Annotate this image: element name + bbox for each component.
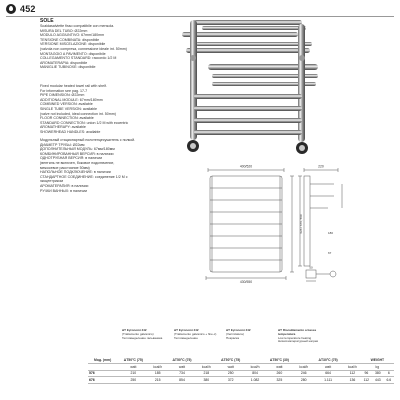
spec-en-line: Fixed modular heated towel rail with shelf.: [40, 84, 107, 88]
table-body: [88, 370, 394, 383]
table-header-cell: ΔT30°C (75): [312, 357, 344, 364]
spec-ru-line: ОДНОТРУБНАЯ ВЕРСИЯ: в наличии: [40, 156, 103, 161]
spec-ru-line: эксцентриком: [40, 179, 63, 184]
model-number: 452: [20, 4, 36, 14]
table-cell: 372: [215, 377, 247, 384]
spec-it-line: Scaldasalviette fisso compatibile con mensola.: [40, 24, 115, 28]
legend-item: [226, 329, 274, 340]
spec-en-line: PIPE DIMENSION: Ø22mm: [40, 93, 85, 98]
side-label-2: 67: [328, 251, 332, 255]
table-cell: 215: [149, 377, 166, 384]
table-subheader-cell: kcal/h: [247, 364, 264, 371]
spec-it-line: (valvola non compresa, connessione ideale int. 50mm): [40, 46, 127, 51]
front-width-top-label: 400/520: [239, 164, 253, 169]
spec-it-line: TENSIONE COMBINATA: disponibile: [40, 37, 100, 42]
spec-it-line: VERSIONE MISCELAZIONE: disponibile: [40, 42, 106, 47]
performance-legend: [92, 329, 392, 357]
legend-text: (Trattamento galvanico): [122, 331, 154, 336]
table-cell: 250: [215, 370, 247, 377]
table-cell: 112: [361, 377, 372, 384]
legend-item: [122, 329, 170, 340]
spec-ru-line: ДИАМЕТР ТРУБЫ: Ø22мм: [40, 142, 85, 147]
spec-ru-line: Модульный стационарный полотенцесушитель с полкой.: [40, 138, 136, 142]
table-cell: 576: [88, 370, 117, 377]
specs-italian: [40, 24, 160, 70]
spec-ru-line: ДОПОЛНИТЕЛЬНЫЙ МОДУЛЬ: 67мм/180мм: [40, 147, 115, 152]
dimension-drawing-front: [196, 162, 296, 284]
specs-english: [40, 84, 160, 135]
side-label-1: 180: [328, 231, 334, 235]
table-cell: 6: [384, 370, 394, 377]
table-subheader-cell: watt: [215, 364, 247, 371]
table-subheader-cell: kg: [361, 364, 394, 371]
spec-it-line: MONTAGGIO A PAVIMENTO: disponibile: [40, 51, 106, 56]
table-cell: 380: [372, 370, 384, 377]
legend-lead: ΔT Eyronomi 442: [174, 328, 199, 332]
water-drop-icon: [6, 4, 16, 14]
table-cell: 136: [344, 377, 361, 384]
legend-lead: ΔT Eyronomi 442: [226, 328, 251, 332]
legend-ru: Тепловыделение гальваника: [122, 335, 163, 340]
table-header-cell: ΔT50°C (75): [215, 357, 247, 364]
table-header-cell: Мод. (mm): [88, 357, 117, 364]
table-header-cell: ΔT50°C (75): [117, 357, 149, 364]
top-depth-label: 50: [309, 265, 313, 270]
table-row: [88, 377, 394, 384]
table-subheader-cell: watt: [312, 364, 344, 371]
model-name: SOLE: [40, 18, 54, 24]
spec-en-line: AROMATHERAPY: available: [40, 125, 86, 130]
table-cell: 804: [247, 370, 264, 377]
spec-ru-line: РУЧКИ ВАННЫХ: в наличии: [40, 188, 87, 193]
table-cell: 96: [361, 370, 372, 377]
legend-item: [278, 329, 326, 344]
legend-lead: ΔT Riscaldamento a bassa temperatura: [278, 328, 317, 336]
table-cell: 1.111: [312, 377, 344, 384]
spec-en-line: ADDITIONAL MODULE: 67mm/180mm: [40, 97, 103, 102]
spec-ru-line: АРОМАТЕРАПИЯ: в наличии: [40, 183, 89, 188]
spec-it-line: COLLEGAMENTO STANDARD: raccordo 1/2 M: [40, 56, 117, 61]
header: [6, 4, 36, 14]
spec-en-line: STANDARD CONNECTION: union 1/2 M with eccentric: [40, 120, 129, 125]
dimension-drawing-top: [300, 264, 344, 284]
spec-it-line: MISURA DEL TUBO: Ø22mm: [40, 28, 88, 33]
spec-ru-line: межосевое расстояние 50мм): [40, 165, 90, 170]
table-cell: 676: [88, 377, 117, 384]
table-subheader-cell: kcal/h: [198, 364, 215, 371]
table-subheader-cell: kcal/h: [295, 364, 312, 371]
table-cell: 185: [149, 370, 166, 377]
table-cell: 664: [312, 370, 344, 377]
table-cell: 218: [198, 370, 215, 377]
spec-ru-line: СТАНДАРТНОЕ СОЕДИНЕНИЕ: соединение 1/2 М с: [40, 174, 128, 179]
front-width-bottom-label: 430/550: [239, 280, 253, 284]
table-cell: 443: [372, 377, 384, 384]
spec-en-line: (valve not included, ideal connection int. 50mm): [40, 111, 116, 116]
spec-en-line: FLOOR CONNECTION: available: [40, 116, 94, 121]
table-header-cell: WEIGHT: [361, 357, 394, 364]
performance-table: [88, 357, 394, 384]
table-cell: 1.082: [247, 377, 264, 384]
spec-it-line: MODULO AGGIUNTIVO: 67mm/180mm: [40, 33, 105, 38]
table-cell: 325: [263, 377, 295, 384]
legend-text: (Trattamento galvanico + fine-c): [174, 331, 217, 336]
table-cell: 210: [117, 370, 149, 377]
side-depth-label: 220: [318, 164, 324, 169]
table-header-cell: ΔT50°C (75): [166, 357, 198, 364]
spec-en-line: For information see pag. 17-7: [40, 88, 88, 93]
table-subheader-cell: kcal/h: [344, 364, 361, 371]
table-cell: 250: [117, 377, 149, 384]
spec-en-line: SHOWERHEAD HANDLES: available: [40, 129, 101, 134]
table-subheader-cell: watt: [166, 364, 198, 371]
right-collector: [298, 24, 305, 142]
spec-en-line: COMBINED VERSION: available: [40, 102, 93, 107]
spec-it-line: AROMATERAPIA: disponibile: [40, 60, 88, 65]
spec-ru-line: НАПОЛЬНОЕ ПОДКЛЮЧЕНИЕ: в наличии: [40, 170, 111, 175]
table-subheader-cell: watt: [117, 364, 149, 371]
legend-text: (Verniciatura): [226, 331, 244, 336]
table-cell: 734: [166, 370, 198, 377]
specs-russian: [40, 138, 160, 193]
shelf-rails: [182, 20, 318, 86]
table-subheader-cell: watt: [263, 364, 295, 371]
table-header-cell: ΔT50°C (30): [263, 357, 295, 364]
legend-item: [174, 329, 222, 340]
heating-bars: [194, 94, 302, 135]
table-cell: 260: [263, 370, 295, 377]
table-cell: 380: [198, 377, 215, 384]
legend-ru: Покраска: [226, 335, 240, 340]
table-cell: 246: [295, 370, 312, 377]
table-subheader-cell: kcal/h: [149, 364, 166, 371]
legend-text: Low temperature heating: [278, 335, 312, 340]
legend-lead: ΔT Eyronomi 442: [122, 328, 147, 332]
legend-ru: Тепловыделение: [174, 335, 198, 340]
table-cell: 854: [166, 377, 198, 384]
spec-en-line: SINGLE TUBE VERSION: available: [40, 106, 98, 111]
spec-ru-line: (вентиль не включен, боковое подключение,: [40, 160, 115, 165]
product-photo: [172, 14, 322, 164]
spec-ru-line: КОМБИНИРОВАННЫЙ ВЕРСИЯ: в наличии: [40, 151, 114, 156]
table-cell: 112: [344, 370, 361, 377]
spec-it-line: MANIGLIE TUBINOXE: disponibile: [40, 65, 96, 70]
table-cell: 6.6: [384, 377, 394, 384]
height-label: 626 / 676, 560: [299, 214, 303, 234]
legend-ru: Низкотемпературный нагрев: [278, 339, 319, 344]
table-cell: 280: [295, 377, 312, 384]
